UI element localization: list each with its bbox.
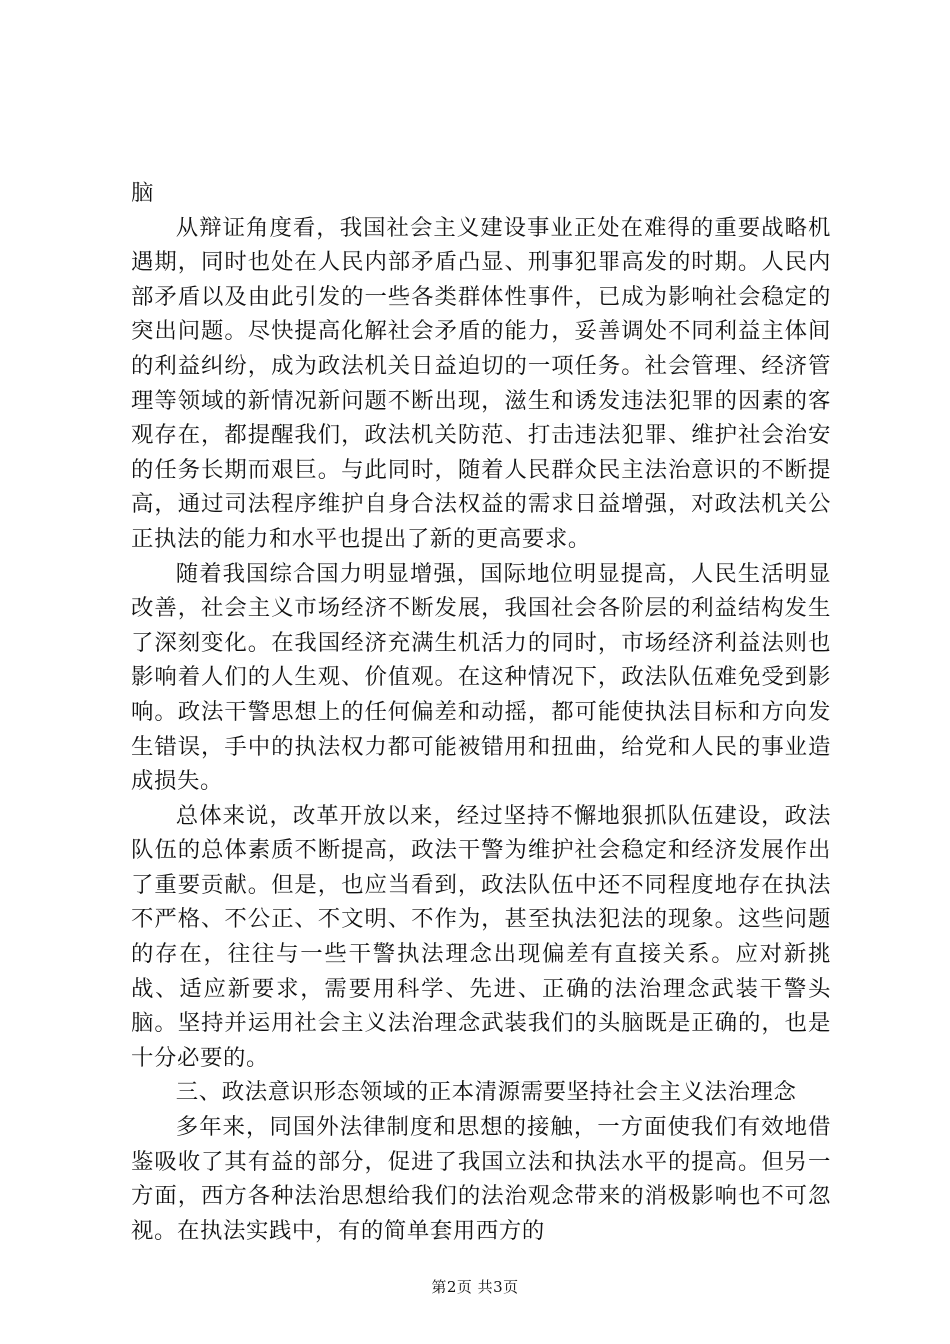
paragraph-continuation: 脑	[131, 180, 154, 206]
document-body	[131, 176, 831, 1248]
paragraph: 总体来说，改革开放以来，经过坚持不懈地狠抓队伍建设，政法队伍的总体素质不断提高，政法干警为维护社会稳定和经济发展作出了重要贡献。但是，也应当看到，政法队伍中还不同程度地存在执法不严格、不公正、不文明、不作为，甚至执法犯法的现象。这些问题的存在，往往与一些干警执法理念出现偏差有直接关系。应对新挑战、适应新要求，需要用科学、先进、正确的法治理念武装干警头脑。坚持并运用社会主义法治理念武装我们的头脑既是正确的，也是十分必要的。	[131, 802, 831, 1071]
paragraph: 从辩证角度看，我国社会主义建设事业正处在难得的重要战略机遇期，同时也处在人民内部矛盾凸显、刑事犯罪高发的时期。人民内部矛盾以及由此引发的一些各类群体性事件，已成为影响社会稳定的突出问题。尽快提高化解社会矛盾的能力，妥善调处不同利益主体间的利益纠纷，成为政法机关日益迫切的一项任务。社会管理、经济管理等领域的新情况新问题不断出现，滋生和诱发违法犯罪的因素的客观存在，都提醒我们，政法机关防范、打击违法犯罪、维护社会治安的任务长期而艰巨。与此同时，随着人民群众民主法治意识的不断提高，通过司法程序维护自身合法权益的需求日益增强，对政法机关公正执法的能力和水平也提出了新的更高要求。	[131, 214, 831, 552]
paragraph: 多年来，同国外法律制度和思想的接触，一方面使我们有效地借鉴吸收了其有益的部分，促进了我国立法和执法水平的提高。但另一方面，西方各种法治思想给我们的法治观念带来的消极影响也不可忽视。在执法实践中，有的简单套用西方的	[131, 1114, 831, 1244]
page-footer: 第2页 共3页	[431, 1278, 519, 1296]
paragraph: 随着我国综合国力明显增强，国际地位明显提高，人民生活明显改善，社会主义市场经济不断发展，我国社会各阶层的利益结构发生了深刻变化。在我国经济充满生机活力的同时，市场经济利益法则也影响着人们的人生观、价值观。在这种情况下，政法队伍难免受到影响。政法干警思想上的任何偏差和动摇，都可能使执法目标和方向发生错误，手中的执法权力都可能被错用和扭曲，给党和人民的事业造成损失。	[131, 560, 831, 795]
section-heading: 三、政法意识形态领域的正本清源需要坚持社会主义法治理念	[175, 1079, 797, 1106]
